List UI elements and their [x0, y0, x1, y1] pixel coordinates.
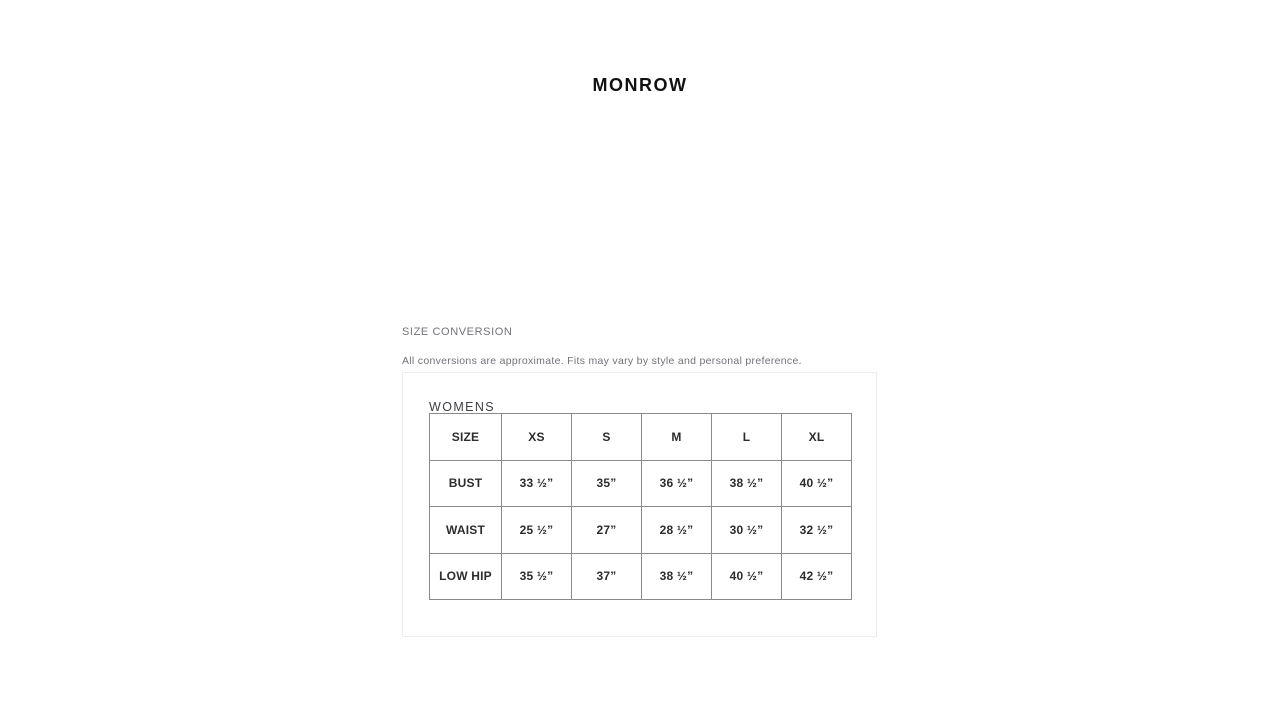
brand-logo: MONROW: [592, 75, 688, 95]
table-row-low-hip: [430, 553, 852, 600]
table-cell: 36 ½”: [642, 460, 712, 507]
column-header-l: L: [712, 414, 782, 461]
table-cell: 40 ½”: [712, 553, 782, 600]
table-cell: 37”: [572, 553, 642, 600]
table-cell: 33 ½”: [502, 460, 572, 507]
table-cell: 32 ½”: [782, 507, 852, 554]
row-label-low-hip: LOW HIP: [430, 553, 502, 600]
table-cell: 25 ½”: [502, 507, 572, 554]
page-title: SIZE CONVERSION: [402, 326, 513, 338]
womens-section-label: WOMENS: [429, 400, 496, 414]
column-header-xl: XL: [782, 414, 852, 461]
table-cell: 38 ½”: [642, 553, 712, 600]
disclaimer-text: All conversions are approximate. Fits may vary by style and personal preference.: [402, 355, 802, 367]
table-row-waist: [430, 507, 852, 554]
row-label-bust: BUST: [430, 460, 502, 507]
column-header-m: M: [642, 414, 712, 461]
table-cell: 42 ½”: [782, 553, 852, 600]
row-label-waist: WAIST: [430, 507, 502, 554]
table-cell: 38 ½”: [712, 460, 782, 507]
size-conversion-section: [402, 326, 878, 638]
size-chart-panel: [402, 372, 877, 637]
table-cell: 35 ½”: [502, 553, 572, 600]
table-cell: 27”: [572, 507, 642, 554]
table-cell: 30 ½”: [712, 507, 782, 554]
size-table: [429, 413, 852, 600]
table-row-bust: [430, 460, 852, 507]
column-header-size: SIZE: [430, 414, 502, 461]
table-header-row: [430, 414, 852, 461]
table-cell: 35”: [572, 460, 642, 507]
size-table-body: [430, 460, 852, 600]
size-table-head: [430, 414, 852, 461]
table-cell: 28 ½”: [642, 507, 712, 554]
table-cell: 40 ½”: [782, 460, 852, 507]
column-header-xs: XS: [502, 414, 572, 461]
column-header-s: S: [572, 414, 642, 461]
